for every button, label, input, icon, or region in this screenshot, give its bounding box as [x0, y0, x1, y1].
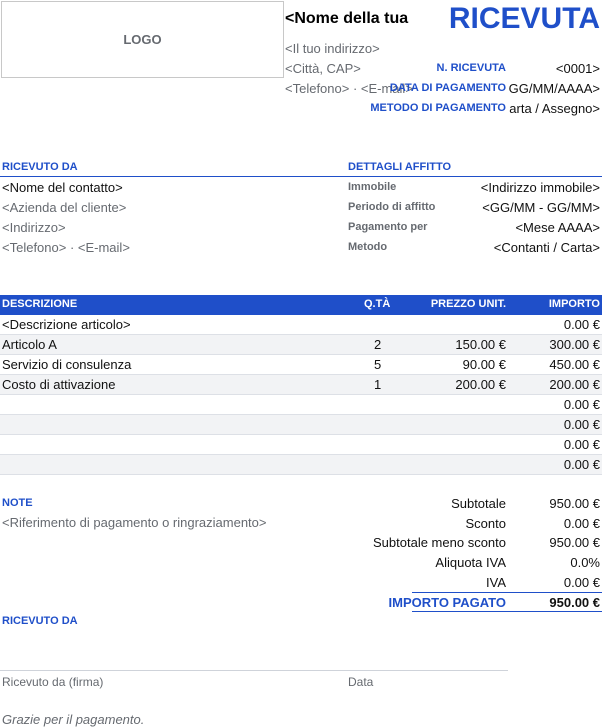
total-top-rule — [412, 592, 602, 593]
row-unit-price: 90.00 € — [462, 357, 506, 372]
row-quantity: 2 — [374, 337, 382, 352]
document-title: RICEVUTA — [448, 2, 600, 35]
row-description: <Descrizione articolo> — [2, 317, 131, 332]
rental-details-heading: DETTAGLI AFFITTO — [348, 161, 452, 173]
table-row — [0, 375, 602, 395]
row-amount: 0.00 € — [563, 437, 600, 452]
payment-method-label: METODO DI PAGAMENTO — [370, 102, 506, 114]
header-description: DESCRIZIONE — [2, 298, 78, 310]
notes-heading: NOTE — [2, 497, 33, 509]
signature-line — [0, 670, 508, 671]
table-row — [0, 415, 602, 435]
header-amount: IMPORTO — [548, 298, 600, 310]
row-description: Servizio di consulenza — [2, 357, 132, 372]
header-quantity: Q.TÀ — [364, 298, 391, 310]
logo-placeholder — [1, 1, 284, 78]
table-row — [0, 355, 602, 375]
table-row — [0, 335, 602, 355]
client-address: <Indirizzo> — [2, 220, 66, 235]
row-quantity: 1 — [374, 377, 382, 392]
table-row — [0, 435, 602, 455]
items-table-header — [0, 295, 602, 315]
row-description: Costo di attivazione — [2, 377, 116, 392]
row-unit-price: 150.00 € — [455, 337, 506, 352]
discount-value: 0.00 € — [563, 516, 600, 531]
vat-value: 0.00 € — [563, 575, 600, 590]
company-address: <Il tuo indirizzo> — [285, 41, 380, 56]
company-contact: <Telefono> · <E-mail> — [285, 81, 413, 96]
amount-paid-value: 950.00 € — [549, 595, 600, 610]
signature-heading: RICEVUTO DA — [2, 615, 78, 627]
table-row — [0, 455, 602, 475]
rental-label-period: Periodo di affitto — [348, 201, 436, 213]
received-from-heading: RICEVUTO DA — [2, 161, 78, 173]
payment-method-value: arta / Assegno> — [509, 101, 600, 116]
subtotal-label: Subtotale — [451, 496, 506, 511]
rental-value-payment-for: <Mese AAAA> — [515, 220, 600, 235]
net-subtotal-label: Subtotale meno sconto — [373, 535, 506, 550]
subtotal-value: 950.00 € — [549, 496, 600, 511]
receipt-number-value: <0001> — [555, 61, 600, 76]
total-bottom-rule — [412, 611, 602, 612]
rental-value-property: <Indirizzo immobile> — [480, 180, 600, 195]
company-city: <Città, CAP> — [285, 61, 361, 76]
logo-text: LOGO — [123, 32, 162, 47]
row-amount: 450.00 € — [549, 357, 600, 372]
rental-value-period: <GG/MM - GG/MM> — [482, 200, 600, 215]
row-amount: 0.00 € — [563, 317, 600, 332]
signature-date-label: Data — [348, 675, 374, 689]
thank-you-message: Grazie per il pagamento. — [2, 712, 145, 727]
row-amount: 200.00 € — [549, 377, 600, 392]
receipt-number-label: N. RICEVUTA — [436, 62, 506, 74]
payment-date-value: GG/MM/AAAA> — [508, 81, 600, 96]
rental-label-payment-for: Pagamento per — [348, 221, 428, 233]
rental-label-property: Immobile — [348, 181, 397, 193]
row-amount: 0.00 € — [563, 397, 600, 412]
section-divider — [0, 176, 602, 177]
client-contact: <Telefono> · <E-mail> — [2, 240, 130, 255]
row-description: Articolo A — [2, 337, 57, 352]
contact-name: <Nome del contatto> — [2, 180, 123, 195]
net-subtotal-value: 950.00 € — [549, 535, 600, 550]
rental-label-method: Metodo — [348, 241, 388, 253]
notes-text: <Riferimento di pagamento o ringraziamento> — [2, 515, 267, 530]
discount-label: Sconto — [465, 516, 506, 531]
vat-rate-value: 0.0% — [570, 555, 600, 570]
row-amount: 300.00 € — [549, 337, 600, 352]
row-quantity: 5 — [374, 357, 382, 372]
amount-paid-label: IMPORTO PAGATO — [388, 595, 506, 610]
payment-date-label: DATA DI PAGAMENTO — [389, 82, 506, 94]
company-name: <Nome della tua — [285, 10, 409, 27]
header-unit-price: PREZZO UNIT. — [430, 298, 506, 310]
row-unit-price: 200.00 € — [455, 377, 506, 392]
vat-rate-label: Aliquota IVA — [435, 555, 506, 570]
client-company: <Azienda del cliente> — [2, 200, 127, 215]
row-amount: 0.00 € — [563, 417, 600, 432]
table-row — [0, 315, 602, 335]
signature-label: Ricevuto da (firma) — [2, 675, 104, 689]
vat-label: IVA — [486, 575, 506, 590]
rental-value-method: <Contanti / Carta> — [493, 240, 600, 255]
table-row — [0, 395, 602, 415]
row-amount: 0.00 € — [563, 457, 600, 472]
